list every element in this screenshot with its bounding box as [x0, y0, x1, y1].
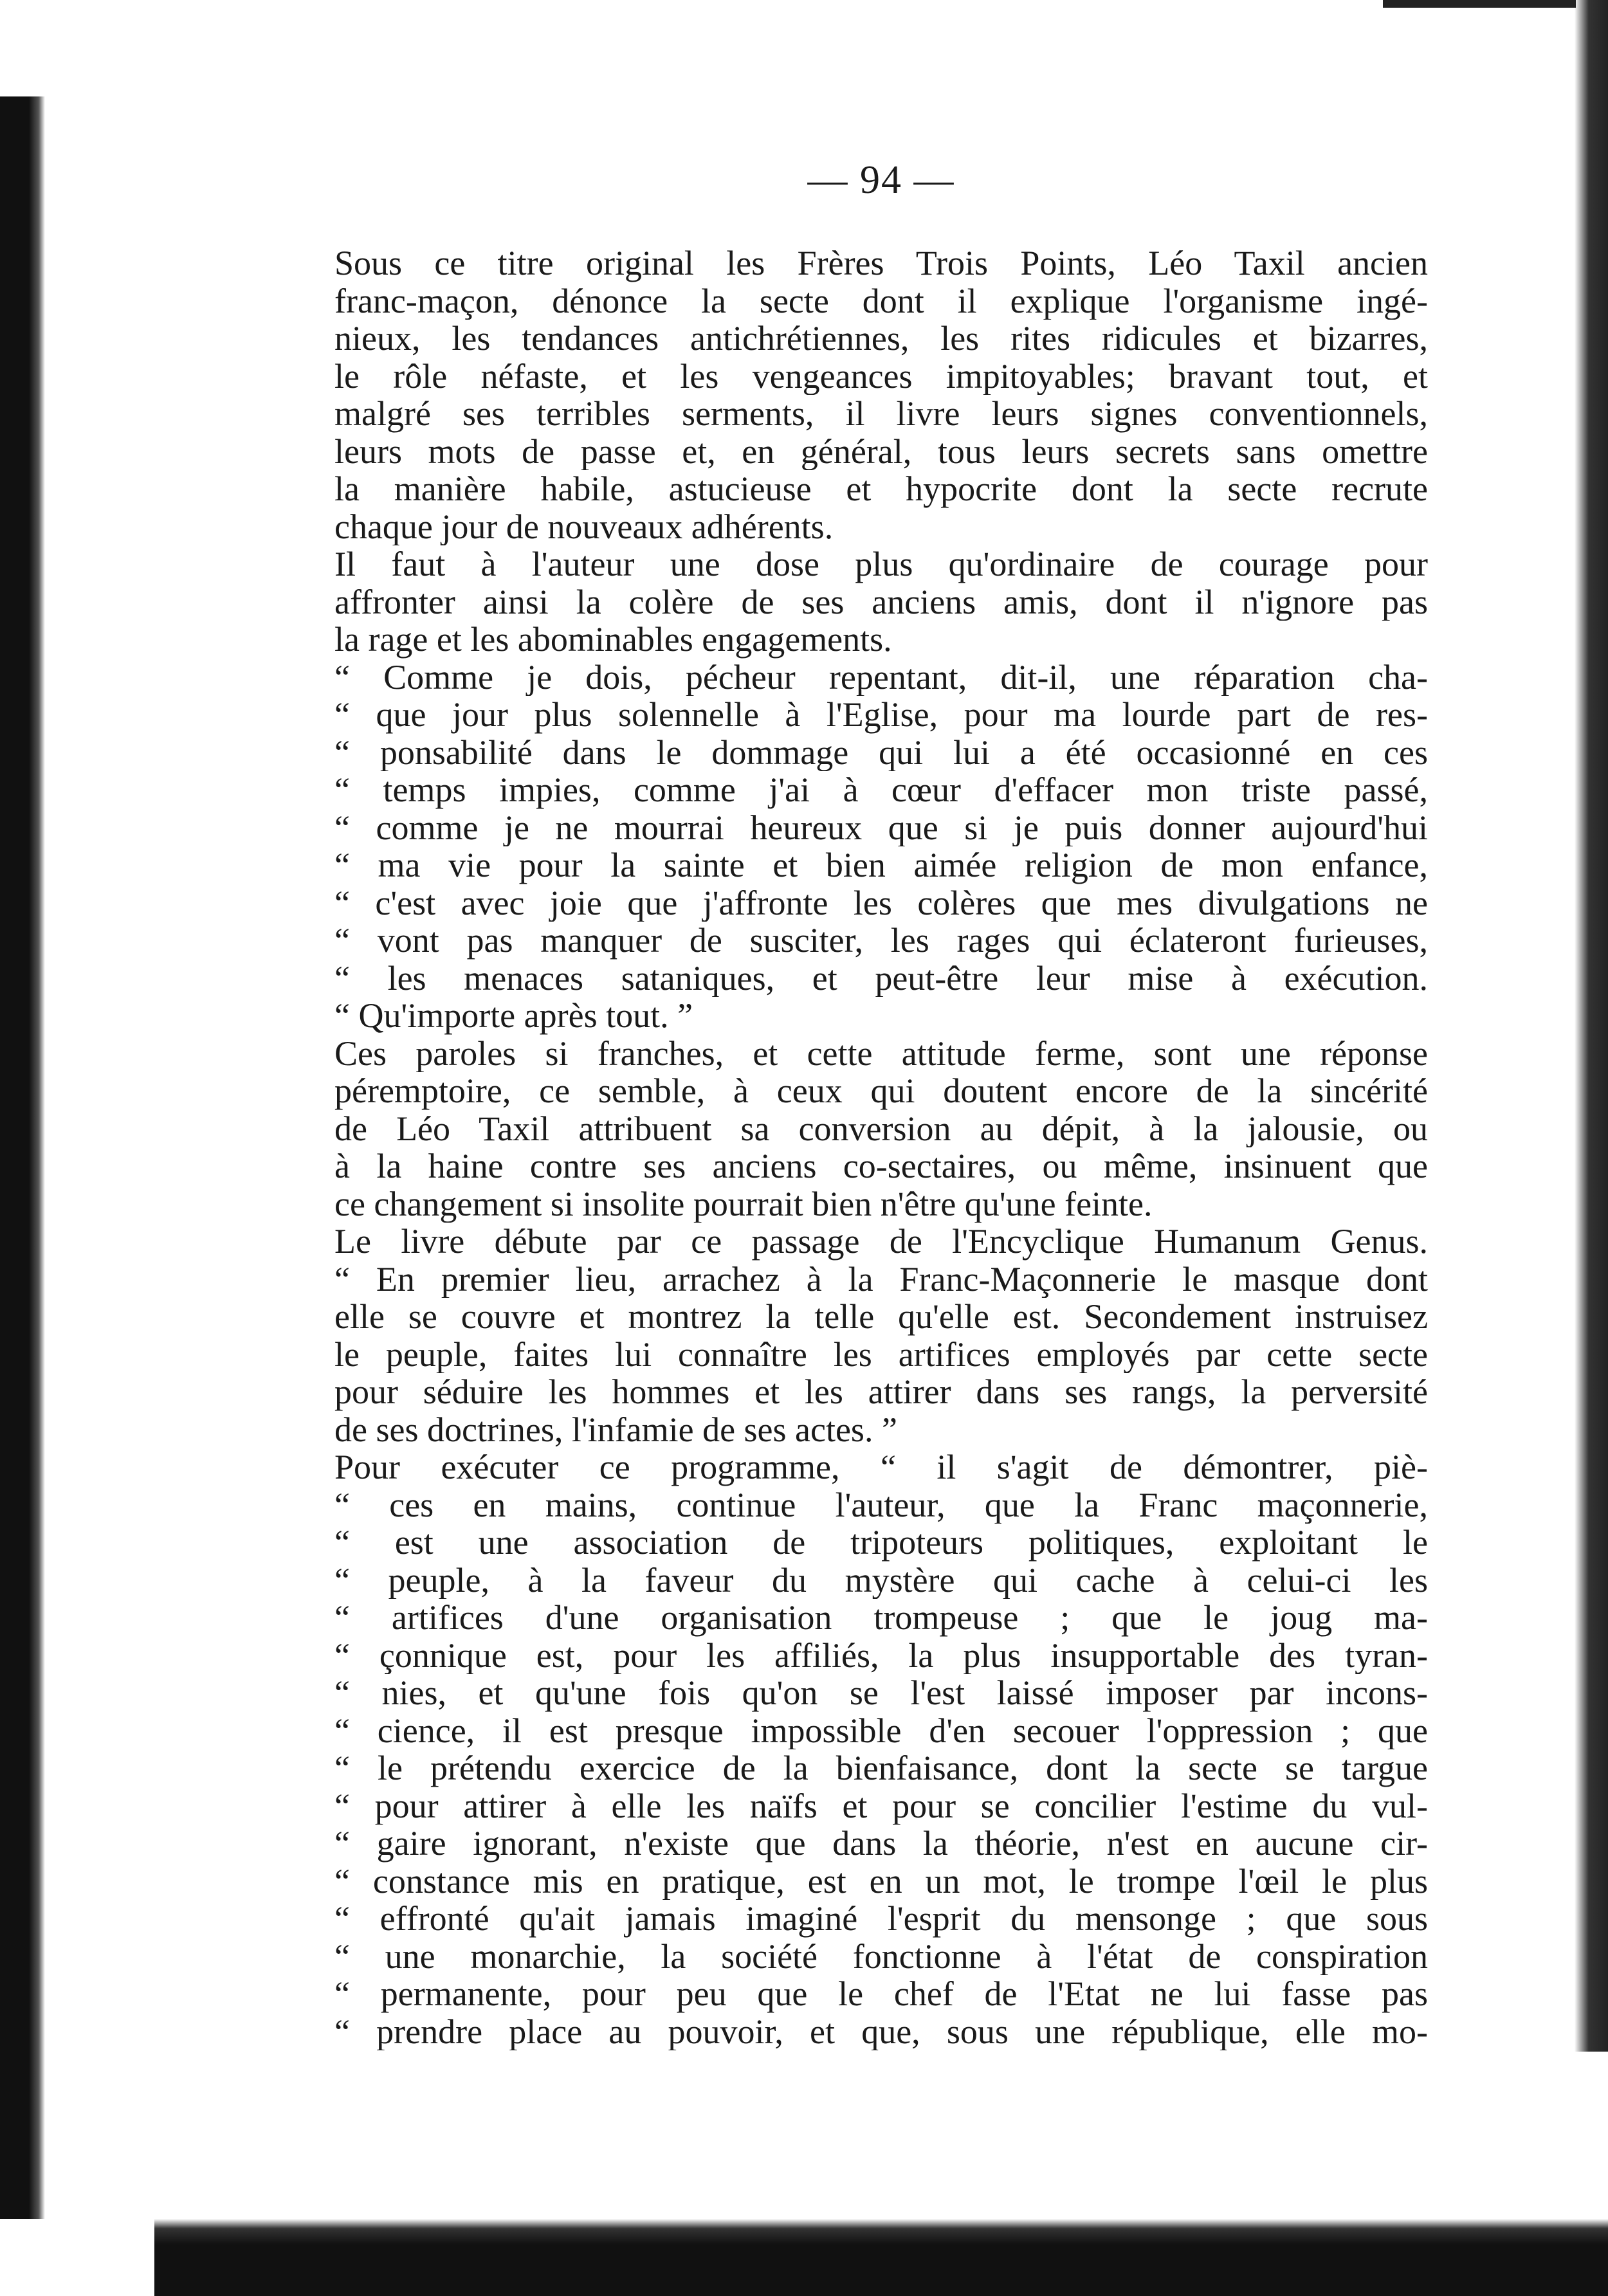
text-line: à la haine contre ses anciens co-sectaires, ou même, insinuent que	[334, 1147, 1428, 1185]
text-line: “ çonnique est, pour les affiliés, la plus insupportable des tyran-	[334, 1636, 1428, 1674]
text-line: “ c'est avec joie que j'affronte les colères que mes divulgations ne	[334, 884, 1428, 922]
text-line: Sous ce titre original les Frères Trois Points, Léo Taxil ancien	[334, 244, 1428, 282]
scan-edge-right	[1575, 0, 1608, 2052]
text-line: Il faut à l'auteur une dose plus qu'ordinaire de courage pour	[334, 545, 1428, 583]
text-line: la manière habile, astucieuse et hypocrite dont la secte recrute	[334, 470, 1428, 508]
text-line: Ces paroles si franches, et cette attitude ferme, sont une réponse	[334, 1034, 1428, 1072]
text-line: le peuple, faites lui connaître les artifices employés par cette secte	[334, 1335, 1428, 1373]
scan-edge-left	[0, 96, 45, 2219]
text-line: pour séduire les hommes et les attirer dans ses rangs, la perversité	[334, 1373, 1428, 1411]
text-line: “ est une association de tripoteurs politiques, exploitant le	[334, 1524, 1428, 1562]
text-line: “ peuple, à la faveur du mystère qui cache à celui-ci les	[334, 1561, 1428, 1599]
text-line: “ temps impies, comme j'ai à cœur d'effacer mon triste passé,	[334, 771, 1428, 809]
text-line: le rôle néfaste, et les vengeances impitoyables; bravant tout, et	[334, 357, 1428, 395]
text-line: chaque jour de nouveaux adhérents.	[334, 507, 834, 545]
text-line: “ une monarchie, la société fonctionne à l'état de conspiration	[334, 1937, 1428, 1975]
text-line: affronter ainsi la colère de ses anciens amis, dont il n'ignore pas	[334, 583, 1428, 621]
text-line: “ ponsabilité dans le dommage qui lui a été occasionné en ces	[334, 733, 1428, 771]
text-line: “ constance mis en pratique, est en un mot, le trompe l'œil le plus	[334, 1862, 1428, 1900]
text-line: “ les menaces sataniques, et peut-être leur mise à exécution.	[334, 959, 1428, 997]
text-line: ce changement si insolite pourrait bien n'être qu'une feinte.	[334, 1185, 1153, 1223]
text-line: “ permanente, pour peu que le chef de l'Etat ne lui fasse pas	[334, 1975, 1428, 2013]
text-line: Pour exécuter ce programme, “ il s'agit de démontrer, piè-	[334, 1448, 1428, 1486]
text-line: leurs mots de passe et, en général, tous leurs secrets sans omettre	[334, 432, 1428, 470]
text-line: “ cience, il est presque impossible d'en secouer l'oppression ; que	[334, 1711, 1428, 1749]
page-body	[334, 154, 1428, 2050]
text-line: “ ma vie pour la sainte et bien aimée religion de mon enfance,	[334, 846, 1428, 884]
text-line: “ prendre place au pouvoir, et que, sous une république, elle mo-	[334, 2012, 1428, 2050]
text-line: “ nies, et qu'une fois qu'on se l'est laissé imposer par incons-	[334, 1674, 1428, 1712]
text-line: “ ces en mains, continue l'auteur, que la Franc maçonnerie,	[334, 1486, 1428, 1524]
text-line: “ effronté qu'ait jamais imaginé l'esprit du mensonge ; que sous	[334, 1900, 1428, 1938]
text-line: elle se couvre et montrez la telle qu'elle est. Secondement instruisez	[334, 1298, 1428, 1336]
text-line: “ gaire ignorant, n'existe que dans la théorie, n'est en aucune cir-	[334, 1825, 1428, 1863]
scan-top-line	[1383, 0, 1576, 8]
text-line: franc-maçon, dénonce la secte dont il explique l'organisme ingé-	[334, 282, 1428, 320]
text-line: malgré ses terribles serments, il livre leurs signes conventionnels,	[334, 395, 1428, 433]
text-line: “ pour attirer à elle les naïfs et pour se concilier l'estime du vul-	[334, 1787, 1428, 1825]
text-block	[334, 244, 1428, 2050]
page-number: — 94 —	[807, 158, 955, 202]
text-line: “ artifices d'une organisation trompeuse ; que le joug ma-	[334, 1599, 1428, 1637]
text-line: “ le prétendu exercice de la bienfaisance, dont la secte se targue	[334, 1749, 1428, 1787]
text-line: Le livre débute par ce passage de l'Encyclique Humanum Genus.	[334, 1223, 1428, 1261]
text-line: péremptoire, ce semble, à ceux qui doutent encore de la sincérité	[334, 1072, 1428, 1110]
text-line: nieux, les tendances antichrétiennes, les rites ridicules et bizarres,	[334, 320, 1428, 358]
text-line: de Léo Taxil attribuent sa conversion au dépit, à la jalousie, ou	[334, 1109, 1428, 1147]
text-line: “ Comme je dois, pécheur repentant, dit-il, une réparation cha-	[334, 658, 1428, 696]
text-line: “ vont pas manquer de susciter, les rages qui éclateront furieuses,	[334, 922, 1428, 960]
text-line: “ que jour plus solennelle à l'Eglise, pour ma lourde part de res-	[334, 696, 1428, 734]
text-line: la rage et les abominables engagements.	[334, 621, 892, 659]
text-line: de ses doctrines, l'infamie de ses actes. ”	[334, 1410, 897, 1448]
scan-bottom-bar	[154, 2219, 1608, 2296]
text-line: “ En premier lieu, arrachez à la Franc-Maçonnerie le masque dont	[334, 1260, 1428, 1298]
text-line: “ comme je ne mourrai heureux que si je puis donner aujourd'hui	[334, 808, 1428, 846]
text-line: “ Qu'importe après tout. ”	[334, 997, 693, 1035]
